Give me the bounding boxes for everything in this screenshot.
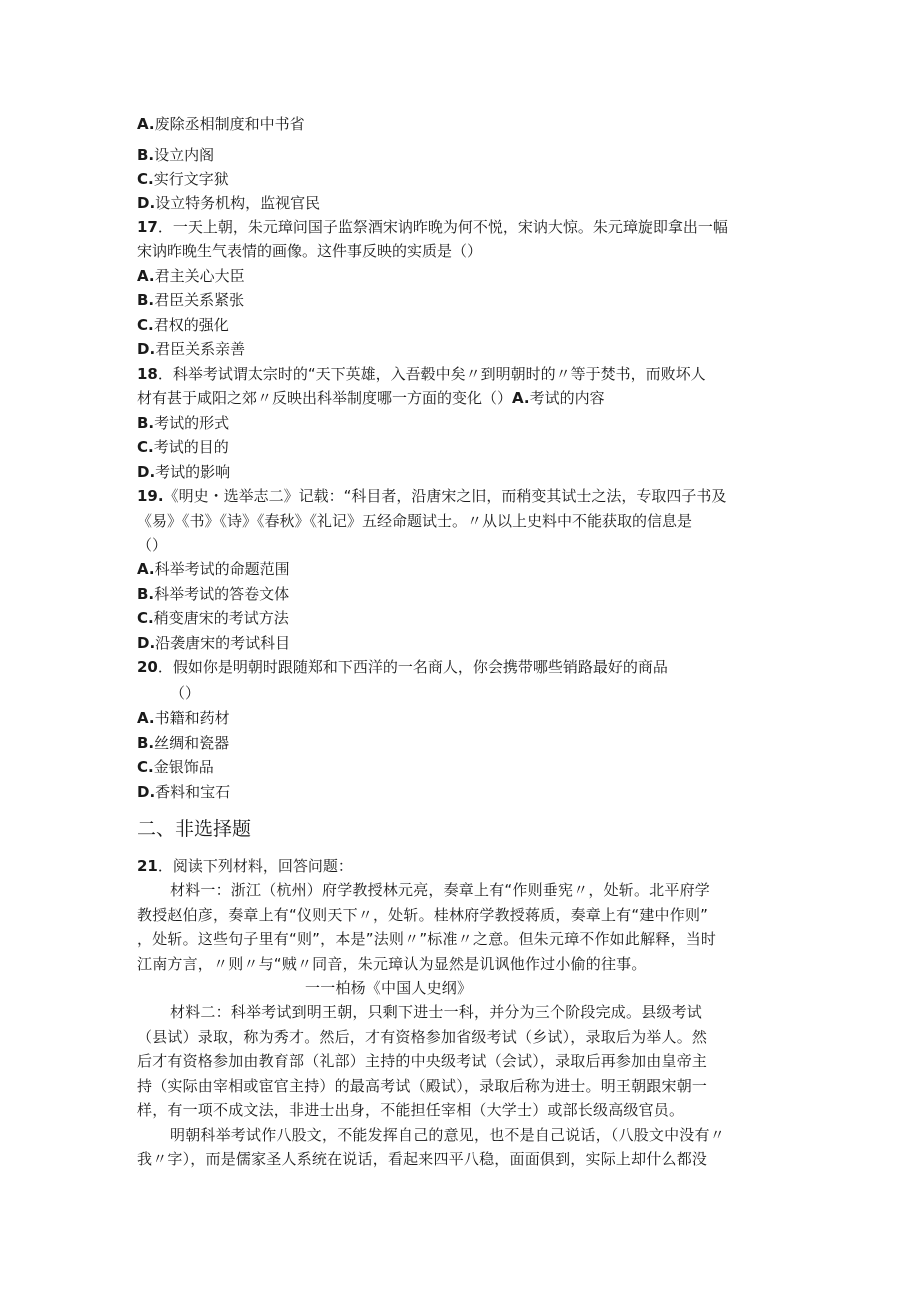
q21-material1-line2: 教授赵伯彦，奏章上有“仪则天下〃，处斩。桂林府学教授蒋质，奏章上有“建中作则” — [137, 906, 709, 924]
q21-material3-line2: 我〃字），而是儒家圣人系统在说话，看起来四平八稳，面面俱到，实际上却什么都没 — [137, 1150, 708, 1168]
q20-option-b[interactable]: B.丝绸和瓷器 — [137, 734, 230, 752]
q18-stem-line2: 材有甚于咸阳之郊〃反映出科举制度哪一方面的变化（）A.考试的内容 — [137, 389, 605, 407]
q19-option-d[interactable]: D.沿袭唐宋的考试科目 — [137, 634, 291, 652]
q17-option-b[interactable]: B.君臣关系紧张 — [137, 291, 245, 309]
q18-option-d[interactable]: D.考试的影响 — [137, 463, 231, 481]
q16-option-a[interactable]: A.废除丞相制度和中书省 — [137, 115, 305, 133]
q17-number: 17 — [137, 218, 158, 236]
q20-stem-line1: 20．假如你是明朝时跟随郑和下西洋的一名商人，你会携带哪些销路最好的商品 — [137, 658, 668, 676]
q18-stem-line1: 18．科举考试谓太宗时的“天下英雄，入吾毂中矣〃到明朝时的〃等于焚书，而败坏人 — [137, 365, 706, 383]
q18-number: 18 — [137, 365, 158, 383]
q21-intro: 21．阅读下列材料，回答问题： — [137, 857, 353, 875]
q21-material3-line1: 明朝科举考试作八股文，不能发挥自己的意见，也不是自己说话，（八股文中没有〃 — [170, 1126, 725, 1144]
q21-material2-line4: 持（实际由宰相或宦官主持）的最高考试（殿试），录取后称为进士。明王朝跟宋朝一 — [137, 1077, 708, 1095]
q20-option-a[interactable]: A.书籍和药材 — [137, 709, 230, 727]
q21-material1-line4: 江南方言，〃则〃与“贼〃同音，朱元璋认为显然是讥讽他作过小偷的往事。 — [137, 955, 647, 973]
q21-material1-line1: 材料一：浙江（杭州）府学教授林元亮，奏章上有“作则垂宪〃，处斩。北平府学 — [170, 881, 710, 899]
q16-option-b[interactable]: B.设立内阁 — [137, 146, 215, 164]
q17-stem-line1: 17．一天上朝，朱元璋问国子监祭酒宋讷昨晚为何不悦，宋讷大惊。朱元璋旋即拿出一幅 — [137, 218, 728, 236]
q19-option-c[interactable]: C.稍变唐宋的考试方法 — [137, 609, 289, 627]
q16-option-c[interactable]: C.实行文字狱 — [137, 170, 229, 188]
q19-option-b[interactable]: B.科举考试的答卷文体 — [137, 585, 290, 603]
q21-material1-line3: ，处斩。这些句子里有“则”，本是”法则〃”标准〃之意。但朱元璋不作如此解释，当时 — [137, 930, 717, 948]
q18-option-a[interactable]: A.考试的内容 — [512, 389, 605, 407]
q20-stem-line2: （） — [170, 684, 201, 702]
q20-option-c[interactable]: C.金银饰品 — [137, 758, 214, 776]
q17-option-a[interactable]: A.君主关心大臣 — [137, 267, 245, 285]
section-title: 二、非选择题 — [137, 818, 252, 840]
q17-option-d[interactable]: D.君臣关系亲善 — [137, 340, 246, 358]
q19-stem-line1: 19.《明史・选举志二》记载：“科目者，沿唐宋之旧，而稍变其试士之法，专取四子书及 — [137, 487, 727, 505]
q20-option-d[interactable]: D.香料和宝石 — [137, 783, 231, 801]
q20-number: 20 — [137, 658, 158, 676]
q19-number: 19. — [137, 487, 164, 505]
q21-material2-line3: 后才有资格参加由教育部（礼部）主持的中央级考试（会试），录取后再参加由皇帝主 — [137, 1052, 708, 1070]
q21-material2-line5: 样，有一项不成文法，非进士出身，不能担任宰相（大学士）或部长级高级官员。 — [137, 1101, 685, 1119]
q17-option-c[interactable]: C.君权的强化 — [137, 316, 229, 334]
q21-number: 21 — [137, 857, 158, 875]
q21-source1: 一一柏杨《中国人史纲》 — [305, 979, 473, 997]
q18-option-b[interactable]: B.考试的形式 — [137, 414, 230, 432]
q16-option-d[interactable]: D.设立特务机构，监视官民 — [137, 194, 321, 212]
q18-option-c[interactable]: C.考试的目的 — [137, 438, 229, 456]
q21-material2-line2: （县试）录取，称为秀才。然后，才有资格参加省级考试（乡试），录取后为举人。然 — [137, 1028, 708, 1046]
q19-stem-line3: （） — [137, 536, 168, 554]
q17-stem-line2: 宋讷昨晚生气表情的画像。这件事反映的实质是（） — [137, 242, 483, 260]
q21-material2-line1: 材料二：科举考试到明王朝，只剩下进士一科，并分为三个阶段完成。县级考试 — [170, 1003, 703, 1021]
q19-stem-line2: 《易》《书》《诗》《春秋》《礼记》五经命题试士。〃从以上史料中不能获取的信息是 — [137, 512, 693, 530]
q19-option-a[interactable]: A.科举考试的命题范围 — [137, 560, 290, 578]
